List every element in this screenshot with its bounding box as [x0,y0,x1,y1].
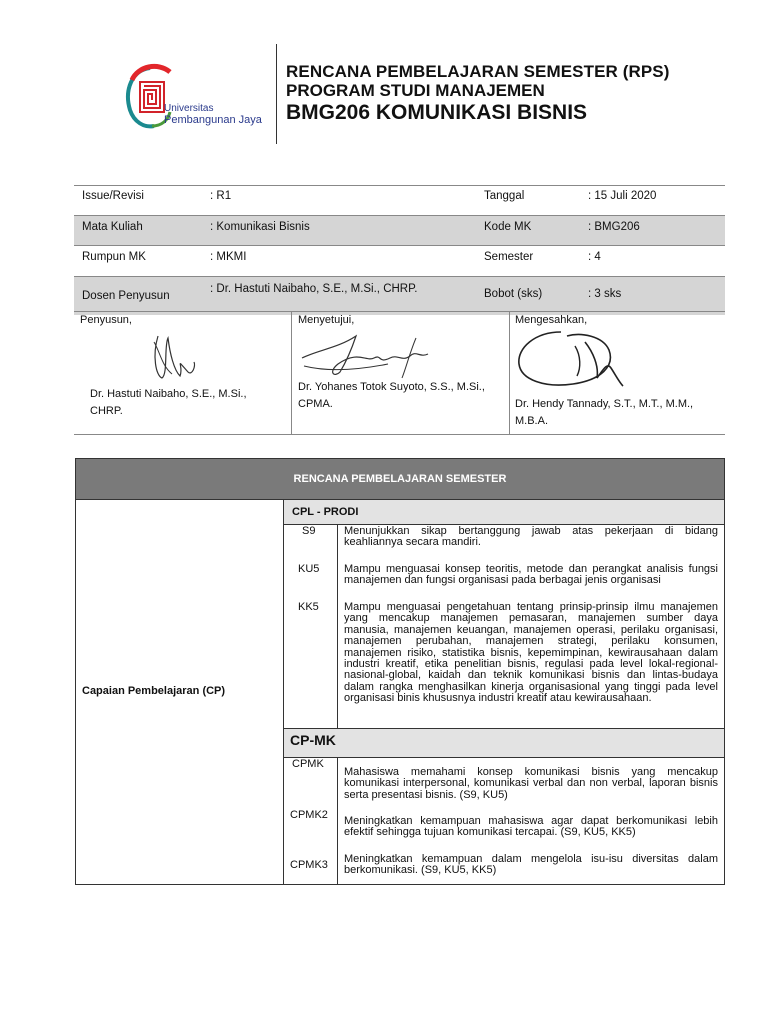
cpl-text: Mampu menguasai konsep teoritis, metode dan perangkat analisis fungsi manajemen dan fungsi organisasi pada berbagai jenis organisasi [344,563,718,587]
course-info-table [74,185,725,315]
cpl-text: Menunjukkan sikap bertanggung jawab atas pekerjaan di bidang keahliannya secara mandiri. [344,525,718,549]
info-label: Issue/Revisi [82,190,144,202]
info-row [74,185,725,215]
header-divider [276,44,277,144]
signature-mengesahkan [515,312,723,434]
info-row [74,245,725,276]
info-value: : Komunikasi Bisnis [210,221,310,233]
cpmk-code: CPMK2 [290,809,328,821]
signature-image [298,328,438,380]
cpl-code: KK5 [298,601,319,613]
signature-image [144,326,204,384]
signature-divider [291,312,292,434]
cpl-code: S9 [302,525,316,537]
signature-name: Dr. Hendy Tannady, S.T., M.T., M.M., M.B.A. [515,398,694,427]
signature-menyetujui [298,312,503,434]
info-label: Kode MK [484,221,532,233]
signature-role: Menyetujui, [298,314,355,326]
cp-label-cell [76,499,284,884]
info-label: Dosen Penyusun [82,290,170,302]
rps-heading: RENCANA PEMBELAJARAN SEMESTER [76,459,724,499]
cpmk-text: Mahasiswa memahami konsep komunikasi bisnis yang mencakup komunikasi interpersonal, komunikasi verbal dan non verbal, laporan bisnis serta presentasi bisnis. (S9, KU5) [344,766,718,801]
info-label: Semester [484,251,534,263]
cpl-title: CPL - PRODI [292,506,359,518]
cp-label: Capaian Pembelajaran (CP) [82,685,226,697]
logo-text-universitas: Universitas [164,103,214,114]
info-value: : BMG206 [588,221,640,233]
cpmk-title-cell [284,728,724,758]
info-value: : 15 Juli 2020 [588,190,657,202]
cpl-text: Mampu menguasai pengetahuan tentang prinsip-prinsip ilmu manajemen yang mencakup manajemen pemasaran, manajemen sumber daya manusia, manajemen keuangan, manajemen operasi, perilaku organisasi, manajemen perubahan, manajemen strategi, perilaku konsumen, manajemen risiko, statistika bisnis, kepemimpinan, kewirausahaan dalam industri kreatif, etika penelitian bisnis, regulasi pada level lokal-regional-nasional-global, kaidah dan teknik komunikasi bisnis dan lintas-budaya dalam rangka menghasilkan kinerja organisasional yang tinggi pada level organisasi binis khususnya industri kreatif atau kewirausahaan. [344,601,718,705]
info-label: Tanggal [484,190,525,202]
cpl-code: KU5 [298,563,320,575]
signature-role: Mengesahkan, [515,314,588,326]
info-label: Mata Kuliah [82,221,143,233]
signature-image [515,326,627,396]
info-value: : R1 [210,190,232,202]
info-value: : 3 sks [588,288,622,300]
cpmk-text: Meningkatkan kemampuan dalam mengelola isu-isu diversitas dalam berkomunikasi. (S9, KU5, KK5) [344,853,718,877]
cpmk-title: CP-MK [290,732,336,748]
signature-divider [509,312,510,434]
info-value: : 4 [588,251,601,263]
program-title: PROGRAM STUDI MANAJEMEN [286,81,545,100]
cpmk-code: CPMK3 [290,859,328,871]
signature-name: Dr. Yohanes Totok Suyoto, S.S., M.Si., CPMA. [298,381,485,410]
course-title: BMG206 KOMUNIKASI BISNIS [286,101,588,124]
signature-name: Dr. Hastuti Naibaho, S.E., M.Si., CHRP. [90,388,247,417]
rps-table [75,458,725,885]
cpmk-text: Meningkatkan kemampuan mahasiswa agar dapat berkomunikasi lebih efektif sehingga tujuan komunikasi tercapai. (S9, KU5, KK5) [344,815,718,839]
cpmk-code: CPMK [292,758,324,770]
cpl-code-column [284,525,338,728]
doc-title: RENCANA PEMBELAJARAN SEMESTER (RPS) [286,62,670,81]
info-row [74,276,725,315]
cpl-title-cell [284,499,724,525]
signature-penyusun [80,312,285,434]
info-row [74,215,725,245]
info-value: : MKMI [210,251,247,263]
info-label: Rumpun MK [82,251,146,263]
info-label: Bobot (sks) [484,288,543,300]
info-value: : Dr. Hastuti Naibaho, S.E., M.Si., CHRP. [210,283,418,295]
logo-text-name: Pembangunan Jaya [164,114,262,126]
signature-role: Penyusun, [80,314,132,326]
university-logo [122,60,272,140]
signature-section [74,311,725,435]
